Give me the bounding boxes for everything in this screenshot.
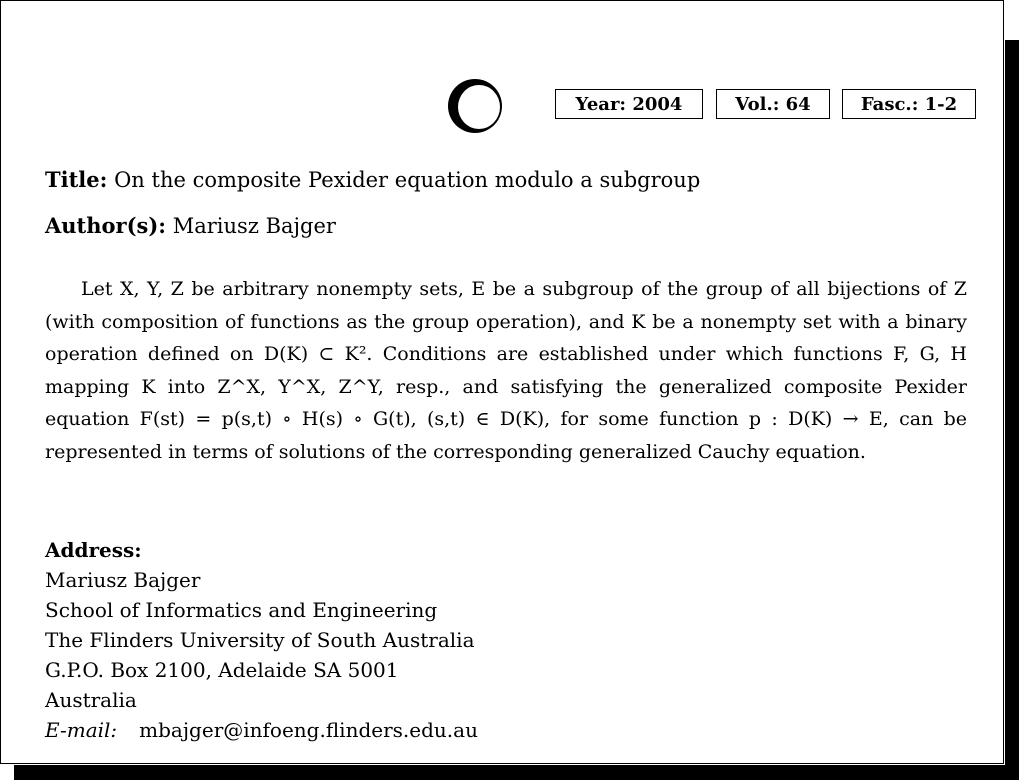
card-shadow-bottom bbox=[14, 765, 1019, 780]
author-label: Author(s): bbox=[45, 213, 167, 238]
address-label: Address: bbox=[45, 538, 142, 562]
volume-badge: Vol.: 64 bbox=[716, 89, 830, 119]
title-row bbox=[45, 167, 975, 192]
paper-author: Mariusz Bajger bbox=[172, 214, 336, 238]
address-line-university: The Flinders University of South Australia bbox=[45, 628, 475, 652]
card-shadow-right bbox=[1005, 40, 1019, 780]
paper-title: On the composite Pexider equation modulo a subgroup bbox=[114, 168, 701, 192]
email-address[interactable]: mbajger@infoeng.flinders.edu.au bbox=[139, 718, 478, 742]
fascicle-badge: Fasc.: 1-2 bbox=[842, 89, 976, 119]
email-label: E-mail: bbox=[45, 718, 118, 742]
title-label: Title: bbox=[45, 167, 108, 192]
abstract-text: Let X, Y, Z be arbitrary nonempty sets, E be a subgroup of the group of all bijections of Z (with composition of functions as the group operation), and K be a nonempty set with a binary operation defined on D(K) ⊂ K². Conditions are established under which functions F, G, H mapping K into Z^X, Y^X, Z^Y, resp., and satisfying the generalized composite Pexider equation F(st) = p(s,t) ∘ H(s) ∘ G(t), (s,t) ∈ D(K), for some function p : D(K) → E, can be represented in terms of solutions of the corresponding generalized Cauchy equation. bbox=[45, 278, 967, 463]
address-line-po-box: G.P.O. Box 2100, Adelaide SA 5001 bbox=[45, 658, 399, 682]
address-line-name: Mariusz Bajger bbox=[45, 568, 201, 592]
year-badge: Year: 2004 bbox=[555, 89, 703, 119]
email-row bbox=[45, 715, 975, 745]
address-line-country: Australia bbox=[45, 688, 137, 712]
author-row bbox=[45, 213, 975, 238]
crescent-logo-icon bbox=[447, 78, 503, 134]
address-block bbox=[45, 535, 975, 745]
address-line-school: School of Informatics and Engineering bbox=[45, 598, 438, 622]
